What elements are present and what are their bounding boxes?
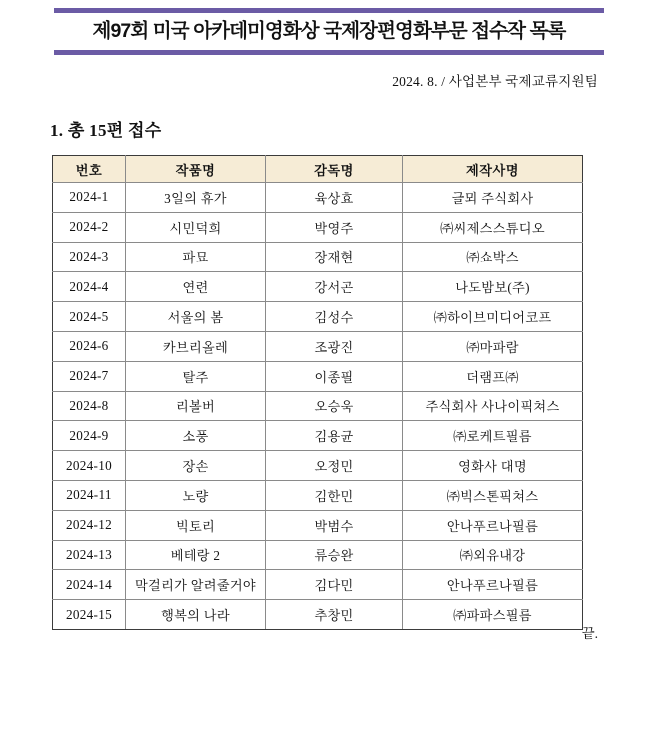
cell-title: 장손 [126, 451, 266, 481]
cell-company: ㈜씨제스스튜디오 [403, 212, 583, 242]
cell-no: 2024-1 [53, 183, 126, 213]
section-heading: 1. 총 15편 접수 [50, 121, 162, 140]
submissions-table [52, 155, 583, 630]
cell-company: 더램프㈜ [403, 361, 583, 391]
table-row [53, 331, 583, 361]
cell-no: 2024-4 [53, 272, 126, 302]
cell-title: 연련 [126, 272, 266, 302]
cell-no: 2024-10 [53, 451, 126, 481]
table-row [53, 391, 583, 421]
cell-director: 김다민 [266, 570, 403, 600]
cell-company: ㈜마파람 [403, 331, 583, 361]
table-body [53, 183, 583, 630]
cell-director: 박영주 [266, 212, 403, 242]
cell-no: 2024-13 [53, 540, 126, 570]
table-header [53, 156, 583, 183]
cell-company: ㈜외유내강 [403, 540, 583, 570]
cell-title: 탈주 [126, 361, 266, 391]
cell-no: 2024-3 [53, 242, 126, 272]
cell-title: 리볼버 [126, 391, 266, 421]
cell-title: 베테랑 2 [126, 540, 266, 570]
cell-company: 나도밤보(주) [403, 272, 583, 302]
column-header-no: 번호 [53, 156, 126, 183]
cell-no: 2024-2 [53, 212, 126, 242]
cell-director: 강서곤 [266, 272, 403, 302]
cell-director: 김성수 [266, 302, 403, 332]
cell-title: 파묘 [126, 242, 266, 272]
cell-director: 이종필 [266, 361, 403, 391]
cell-company: ㈜로케트필름 [403, 421, 583, 451]
cell-company: 주식회사 사나이픽쳐스 [403, 391, 583, 421]
cell-company: 안나푸르나필름 [403, 570, 583, 600]
cell-company: ㈜파파스필름 [403, 600, 583, 630]
page-title: 제97회 미국 아카데미영화상 국제장편영화부문 접수작 목록 [92, 20, 566, 42]
column-header-director: 감독명 [266, 156, 403, 183]
cell-title: 빅토리 [126, 510, 266, 540]
table-header-row [53, 156, 583, 183]
document-title-block [54, 8, 604, 55]
cell-title: 막걸리가 알려줄거야 [126, 570, 266, 600]
table-row [53, 361, 583, 391]
cell-director: 오정민 [266, 451, 403, 481]
cell-company: ㈜하이브미디어코프 [403, 302, 583, 332]
table-row [53, 302, 583, 332]
cell-title: 소풍 [126, 421, 266, 451]
cell-title: 행복의 나라 [126, 600, 266, 630]
table-row [53, 600, 583, 630]
cell-director: 김용균 [266, 421, 403, 451]
table-row [53, 480, 583, 510]
cell-title: 노량 [126, 480, 266, 510]
submissions-table-wrapper [52, 155, 582, 630]
cell-no: 2024-7 [53, 361, 126, 391]
cell-director: 류승완 [266, 540, 403, 570]
cell-director: 박범수 [266, 510, 403, 540]
cell-director: 육상효 [266, 183, 403, 213]
cell-no: 2024-8 [53, 391, 126, 421]
cell-no: 2024-9 [53, 421, 126, 451]
cell-no: 2024-5 [53, 302, 126, 332]
column-header-title: 작품명 [126, 156, 266, 183]
cell-no: 2024-12 [53, 510, 126, 540]
table-row [53, 570, 583, 600]
table-row [53, 272, 583, 302]
cell-title: 3일의 휴가 [126, 183, 266, 213]
table-row [53, 183, 583, 213]
cell-no: 2024-11 [53, 480, 126, 510]
cell-director: 추창민 [266, 600, 403, 630]
table-row [53, 421, 583, 451]
cell-no: 2024-15 [53, 600, 126, 630]
cell-director: 조광진 [266, 331, 403, 361]
closing-mark: 끝. [581, 626, 598, 641]
cell-title: 시민덕희 [126, 212, 266, 242]
cell-director: 오승욱 [266, 391, 403, 421]
cell-director: 장재현 [266, 242, 403, 272]
cell-company: ㈜쇼박스 [403, 242, 583, 272]
table-row [53, 451, 583, 481]
table-row [53, 510, 583, 540]
table-row [53, 212, 583, 242]
title-rule-bottom [54, 50, 604, 55]
cell-company: 글뫼 주식회사 [403, 183, 583, 213]
cell-no: 2024-6 [53, 331, 126, 361]
column-header-company: 제작사명 [403, 156, 583, 183]
document-byline: 2024. 8. / 사업본부 국제교류지원팀 [392, 74, 598, 89]
cell-title: 서울의 봄 [126, 302, 266, 332]
cell-director: 김한민 [266, 480, 403, 510]
table-row [53, 540, 583, 570]
cell-company: 영화사 대명 [403, 451, 583, 481]
table-row [53, 242, 583, 272]
cell-title: 카브리올레 [126, 331, 266, 361]
cell-no: 2024-14 [53, 570, 126, 600]
cell-company: ㈜빅스톤픽쳐스 [403, 480, 583, 510]
cell-company: 안나푸르나필름 [403, 510, 583, 540]
